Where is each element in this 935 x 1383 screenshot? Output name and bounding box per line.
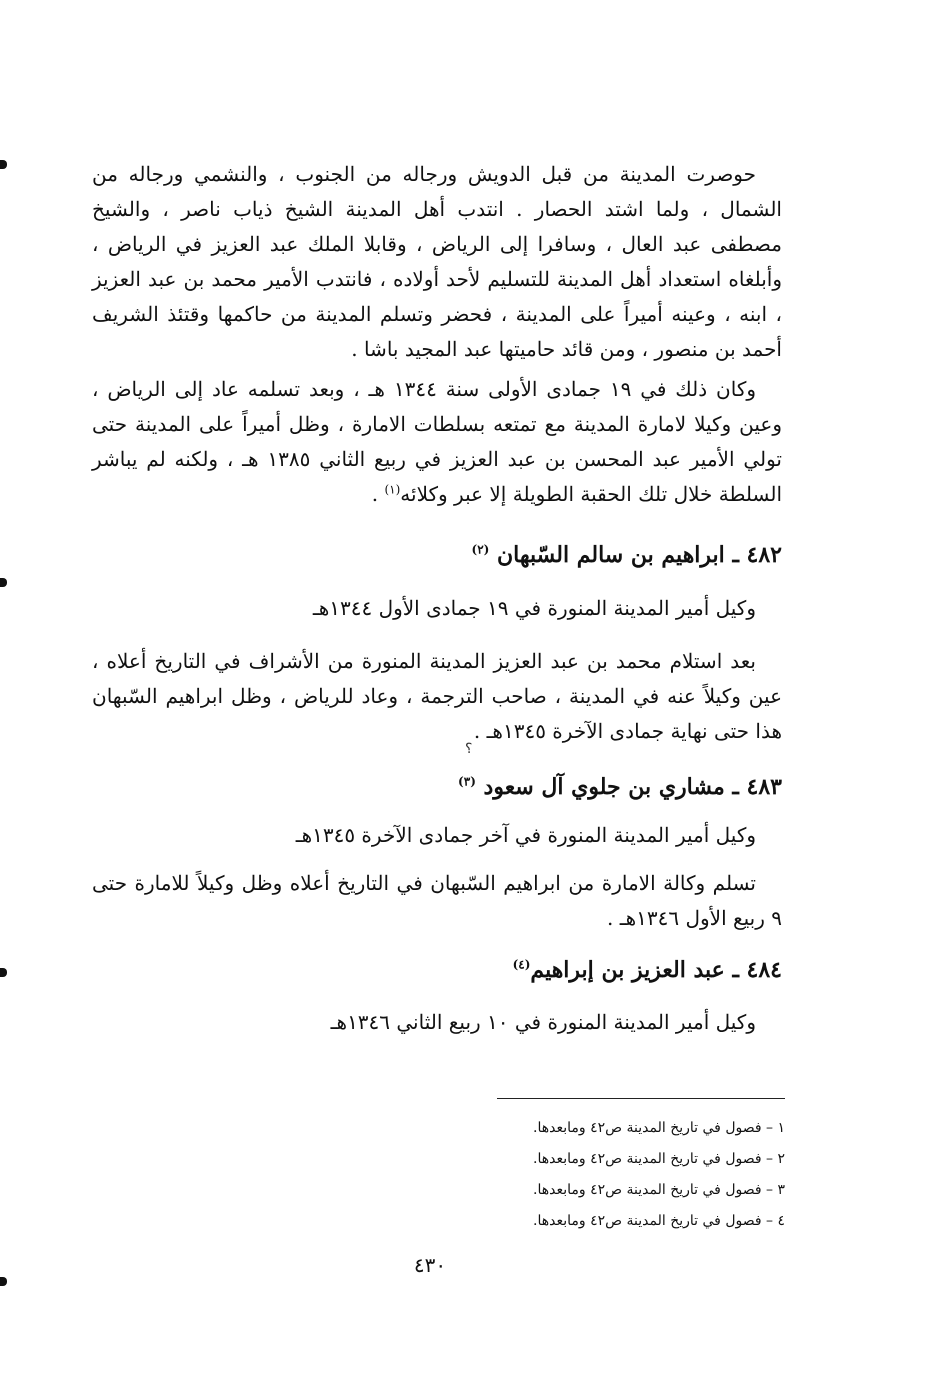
footnote-ref: (٤) [512,957,531,972]
entry-body-483 [92,866,782,936]
scan-edge-mark [0,578,7,587]
entry-role-484 [92,1005,782,1040]
entry-heading-text: ٤٨٣ ـ مشاري بن جلوي آل سعود [475,774,782,800]
entry-heading-482 [92,538,782,573]
paragraph-appointment [92,372,782,512]
paragraph-text: حوصرت المدينة من قبل الدويش ورجاله من الجنوب ، والنشمي ورجاله من الشمال ، ولما اشتد الحصار . انتدب أهل المدينة الشيخ ذياب ناصر ، والشيخ مصطفى عبد العال ، وسافرا إلى الرياض ، وقابلا الملك عبد العزيز في الرياض ، وأبلغاه استعداد أهل المدينة للتسليم لأحد أولاده ، فانتدب الأمير محمد بن عبد العزيز ، ابنه ، وعينه أميراً على المدينة ، فحضر وتسلم المدينة من حاكمها وقتئذ الشريف أحمد بن منصور ، ومن قائد حاميتها عبد المجيد باشا . [92,162,782,361]
scan-edge-mark [0,968,7,977]
entry-role-482 [92,591,782,626]
footnote-item: ٢ – فصول في تاريخ المدينة ص٤٢ ومابعدها. [533,1151,785,1167]
page-number: ٤٣٠ [413,1253,447,1277]
footnote-item: ٣ – فصول في تاريخ المدينة ص٤٢ ومابعدها. [533,1182,785,1198]
footnote-item: ٤ – فصول في تاريخ المدينة ص٤٢ ومابعدها. [533,1213,785,1229]
entry-body-482 [92,644,782,749]
entry-role-text: وكيل أمير المدينة المنورة في ١٠ ربيع الثاني ١٣٤٦هـ [330,1010,756,1034]
entry-role-text: وكيل أمير المدينة المنورة في ١٩ جمادى الأول ١٣٤٤هـ [312,596,756,620]
footnote-ref: (٢) [471,542,490,557]
entry-role-483 [92,818,782,853]
footnote-ref: (٣) [458,774,476,789]
paragraph-siege [92,157,782,367]
entry-heading-483 [92,770,782,805]
entry-body-text: بعد استلام محمد بن عبد العزيز المدينة المنورة من الأشراف في التاريخ أعلاه ، عين وكيلاً عنه في المدينة ، صاحب الترجمة ، وعاد للرياض ، وظل ابراهيم السّبهان هذا حتى نهاية جمادى الآخرة ١٣٤٥هـ . [92,649,782,743]
scan-edge-mark [0,1277,7,1286]
entry-heading-text: ٤٨٤ ـ عبد العزيز بن إبراهيم [530,957,782,983]
footnote-divider [497,1098,785,1099]
entry-heading-text: ٤٨٢ ـ ابراهيم بن سالم السّبهان [489,542,782,568]
footnote-item: ١ – فصول في تاريخ المدينة ص٤٢ ومابعدها. [533,1120,785,1136]
entry-body-text: تسلم وكالة الامارة من ابراهيم السّبهان في التاريخ أعلاه وظل وكيلاً للامارة حتى ٩ ربيع الأول ١٣٤٦هـ . [92,871,782,930]
scan-edge-mark [0,160,7,169]
entry-role-text: وكيل أمير المدينة المنورة في آخر جمادى الآخرة ١٣٤٥هـ [295,823,756,847]
paragraph-text: وكان ذلك في ١٩ جمادى الأولى سنة ١٣٤٤ هـ ، وبعد تسلمه عاد إلى الرياض ، وعين وكيلا لامارة المدينة مع تمتعه بسلطات الامارة ، وظل أميراً على المدينة حتى تولي الأمير عبد المحسن بن عبد العزيز في ربيع الثاني ١٣٨٥ هـ ، ولكنه لم يباشر السلطة خلال تلك الحقبة الطويلة إلا عبر وكلائه [92,377,782,506]
paragraph-end: . [371,482,385,506]
footnote-ref: (١) [384,482,401,497]
marginal-mark: ؟ [465,741,473,757]
footnotes [470,1113,785,1237]
entry-heading-484 [92,953,782,988]
